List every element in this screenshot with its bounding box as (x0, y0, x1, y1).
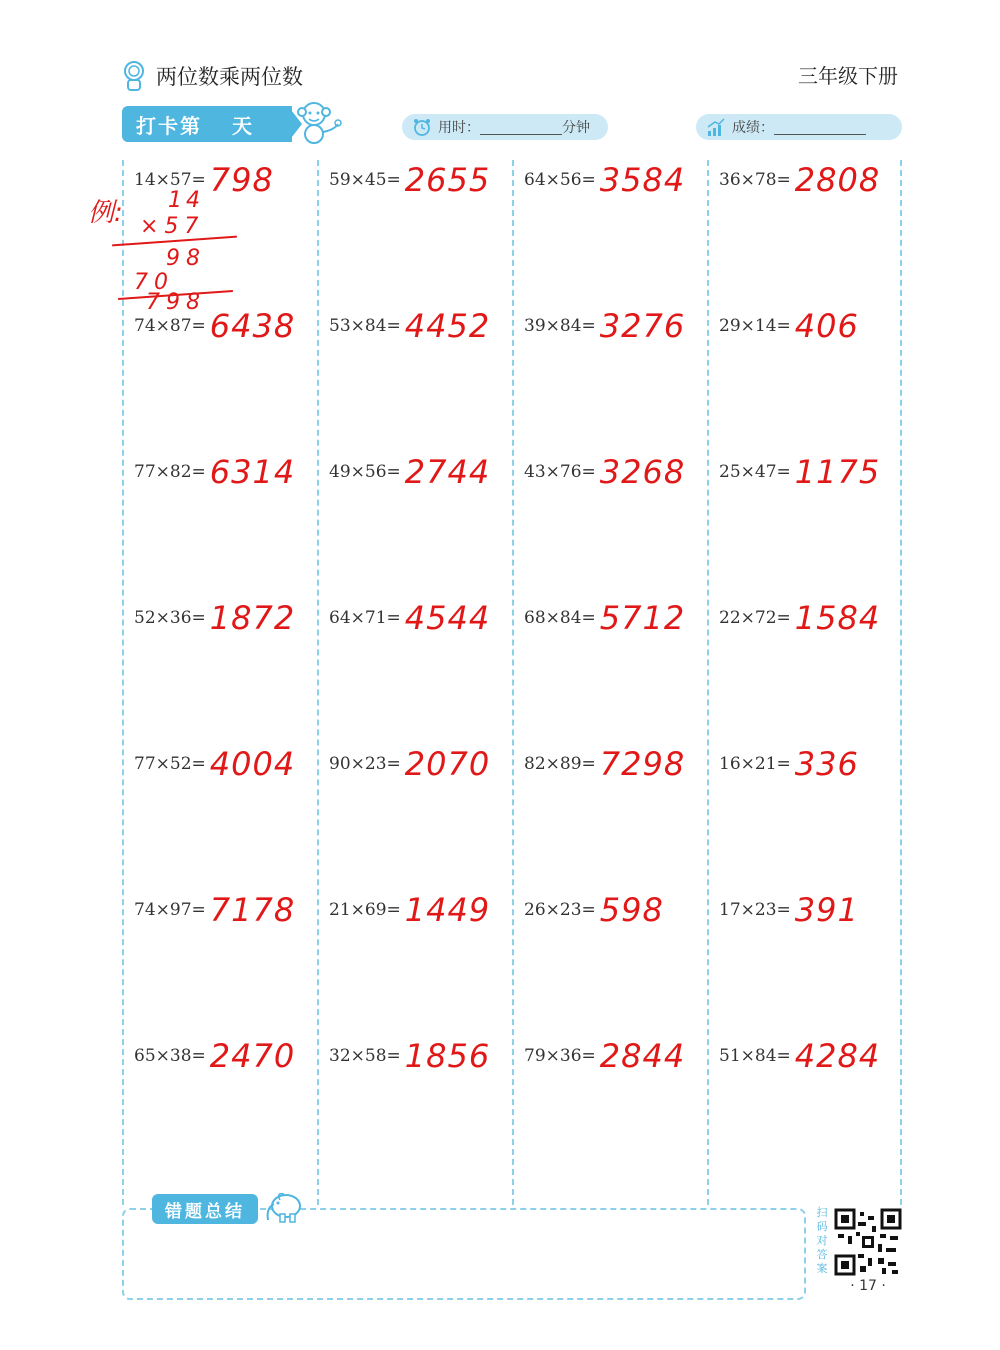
problem-expression: 16×21= (719, 754, 791, 774)
problem-item (524, 744, 685, 784)
qr-code-icon[interactable] (834, 1208, 902, 1276)
handwritten-answer[interactable]: 2655 (404, 161, 491, 199)
problem-column (122, 160, 317, 1205)
problem-column (512, 160, 707, 1205)
problem-expression: 25×47= (719, 462, 791, 482)
handwritten-answer[interactable]: 1584 (794, 599, 881, 637)
problem-item (524, 598, 685, 638)
problem-item (329, 1036, 490, 1076)
grade-label: 三年级下册 (798, 64, 898, 88)
problem-item (134, 890, 295, 930)
handwritten-answer[interactable]: 7178 (209, 891, 296, 929)
problem-expression: 14×57= (134, 170, 206, 190)
handwritten-answer[interactable]: 4004 (209, 745, 296, 783)
problem-expression: 64×56= (524, 170, 596, 190)
handwritten-answer[interactable]: 598 (599, 891, 664, 929)
problem-expression: 32×58= (329, 1046, 401, 1066)
problem-expression: 53×84= (329, 316, 401, 336)
problem-expression: 74×97= (134, 900, 206, 920)
problem-grid (122, 160, 902, 1205)
problem-item (524, 160, 685, 200)
handwritten-answer[interactable]: 1175 (794, 453, 881, 491)
checkin-prefix: 打卡第 (136, 113, 202, 138)
scan-for-answers-text: 扫码对答案 (816, 1206, 828, 1275)
handwritten-answer[interactable]: 3268 (599, 453, 686, 491)
page-number: · 17 · (850, 1278, 886, 1294)
problem-item (134, 452, 295, 492)
handwritten-answer[interactable]: 7298 (599, 745, 686, 783)
handwritten-answer[interactable]: 1856 (404, 1037, 491, 1075)
score-field[interactable] (696, 114, 902, 140)
problem-expression: 90×23= (329, 754, 401, 774)
example-line: 798 (146, 290, 206, 315)
problem-item (719, 890, 859, 930)
time-blank[interactable] (480, 120, 562, 135)
problem-item (329, 160, 490, 200)
problem-expression: 22×72= (719, 608, 791, 628)
handwritten-answer[interactable]: 4284 (794, 1037, 881, 1075)
problem-item (719, 744, 859, 784)
checkin-suffix: 天 (232, 113, 252, 138)
handwritten-answer[interactable]: 2470 (209, 1037, 296, 1075)
handwritten-answer[interactable]: 1449 (404, 891, 491, 929)
example-line: 70 (134, 270, 174, 295)
problem-expression: 82×89= (524, 754, 596, 774)
problem-item (524, 452, 685, 492)
problem-item (524, 1036, 685, 1076)
score-label: 成绩： (732, 120, 774, 136)
example-line: 14 (168, 188, 204, 213)
handwritten-answer[interactable]: 391 (794, 891, 859, 929)
problem-expression: 51×84= (719, 1046, 791, 1066)
problem-expression: 43×76= (524, 462, 596, 482)
example-line: 98 (166, 246, 206, 271)
problem-expression: 21×69= (329, 900, 401, 920)
worked-example (88, 188, 248, 313)
problem-item (134, 598, 295, 638)
problem-column (707, 160, 902, 1205)
problem-item (719, 160, 880, 200)
problem-expression: 52×36= (134, 608, 206, 628)
example-line: ×57 (140, 214, 205, 239)
problem-expression: 17×23= (719, 900, 791, 920)
problem-expression: 26×23= (524, 900, 596, 920)
header-title-group (120, 58, 303, 94)
problem-expression: 65×38= (134, 1046, 206, 1066)
growth-chart-icon (706, 117, 726, 137)
problem-item (719, 1036, 880, 1076)
handwritten-answer[interactable]: 6314 (209, 453, 296, 491)
problem-item (329, 598, 490, 638)
problem-expression: 64×71= (329, 608, 401, 628)
handwritten-answer[interactable]: 4544 (404, 599, 491, 637)
score-blank[interactable] (774, 120, 866, 135)
problem-item (524, 306, 685, 346)
handwritten-answer[interactable]: 1872 (209, 599, 296, 637)
handwritten-answer[interactable]: 336 (794, 745, 859, 783)
mistake-summary-title: 错题总结 (152, 1194, 258, 1224)
time-label: 用时： (438, 120, 480, 136)
problem-expression: 74×87= (134, 316, 206, 336)
problem-expression: 59×45= (329, 170, 401, 190)
problem-item (719, 306, 859, 346)
problem-expression: 29×14= (719, 316, 791, 336)
time-unit: 分钟 (562, 120, 590, 136)
handwritten-answer[interactable]: 2844 (599, 1037, 686, 1075)
handwritten-answer[interactable]: 3276 (599, 307, 686, 345)
alarm-clock-icon (412, 117, 432, 137)
handwritten-answer[interactable]: 4452 (404, 307, 491, 345)
handwritten-answer[interactable]: 798 (209, 161, 274, 199)
checkin-banner (122, 106, 292, 142)
example-label: 例: (88, 198, 123, 228)
elephant-icon (262, 1188, 306, 1224)
handwritten-answer[interactable]: 2070 (404, 745, 491, 783)
problem-expression: 68×84= (524, 608, 596, 628)
handwritten-answer[interactable]: 3584 (599, 161, 686, 199)
problem-item (524, 890, 664, 930)
problem-item (134, 1036, 295, 1076)
lion-icon (120, 60, 148, 92)
problem-column (317, 160, 512, 1205)
problem-expression: 49×56= (329, 462, 401, 482)
problem-item (329, 744, 490, 784)
handwritten-answer[interactable]: 6438 (209, 307, 296, 345)
handwritten-answer[interactable]: 406 (794, 307, 859, 345)
problem-item (329, 452, 490, 492)
monkey-icon (290, 96, 342, 148)
problem-expression: 77×52= (134, 754, 206, 774)
handwritten-answer[interactable]: 5712 (599, 599, 686, 637)
problem-item (134, 744, 295, 784)
page-title: 两位数乘两位数 (156, 65, 303, 89)
handwritten-answer[interactable]: 2744 (404, 453, 491, 491)
problem-expression: 79×36= (524, 1046, 596, 1066)
problem-item (719, 452, 880, 492)
problem-item (329, 890, 490, 930)
problem-expression: 39×84= (524, 316, 596, 336)
problem-item (329, 306, 490, 346)
problem-expression: 36×78= (719, 170, 791, 190)
time-field[interactable] (402, 114, 608, 140)
problem-expression: 77×82= (134, 462, 206, 482)
problem-item (719, 598, 880, 638)
handwritten-answer[interactable]: 2808 (794, 161, 881, 199)
